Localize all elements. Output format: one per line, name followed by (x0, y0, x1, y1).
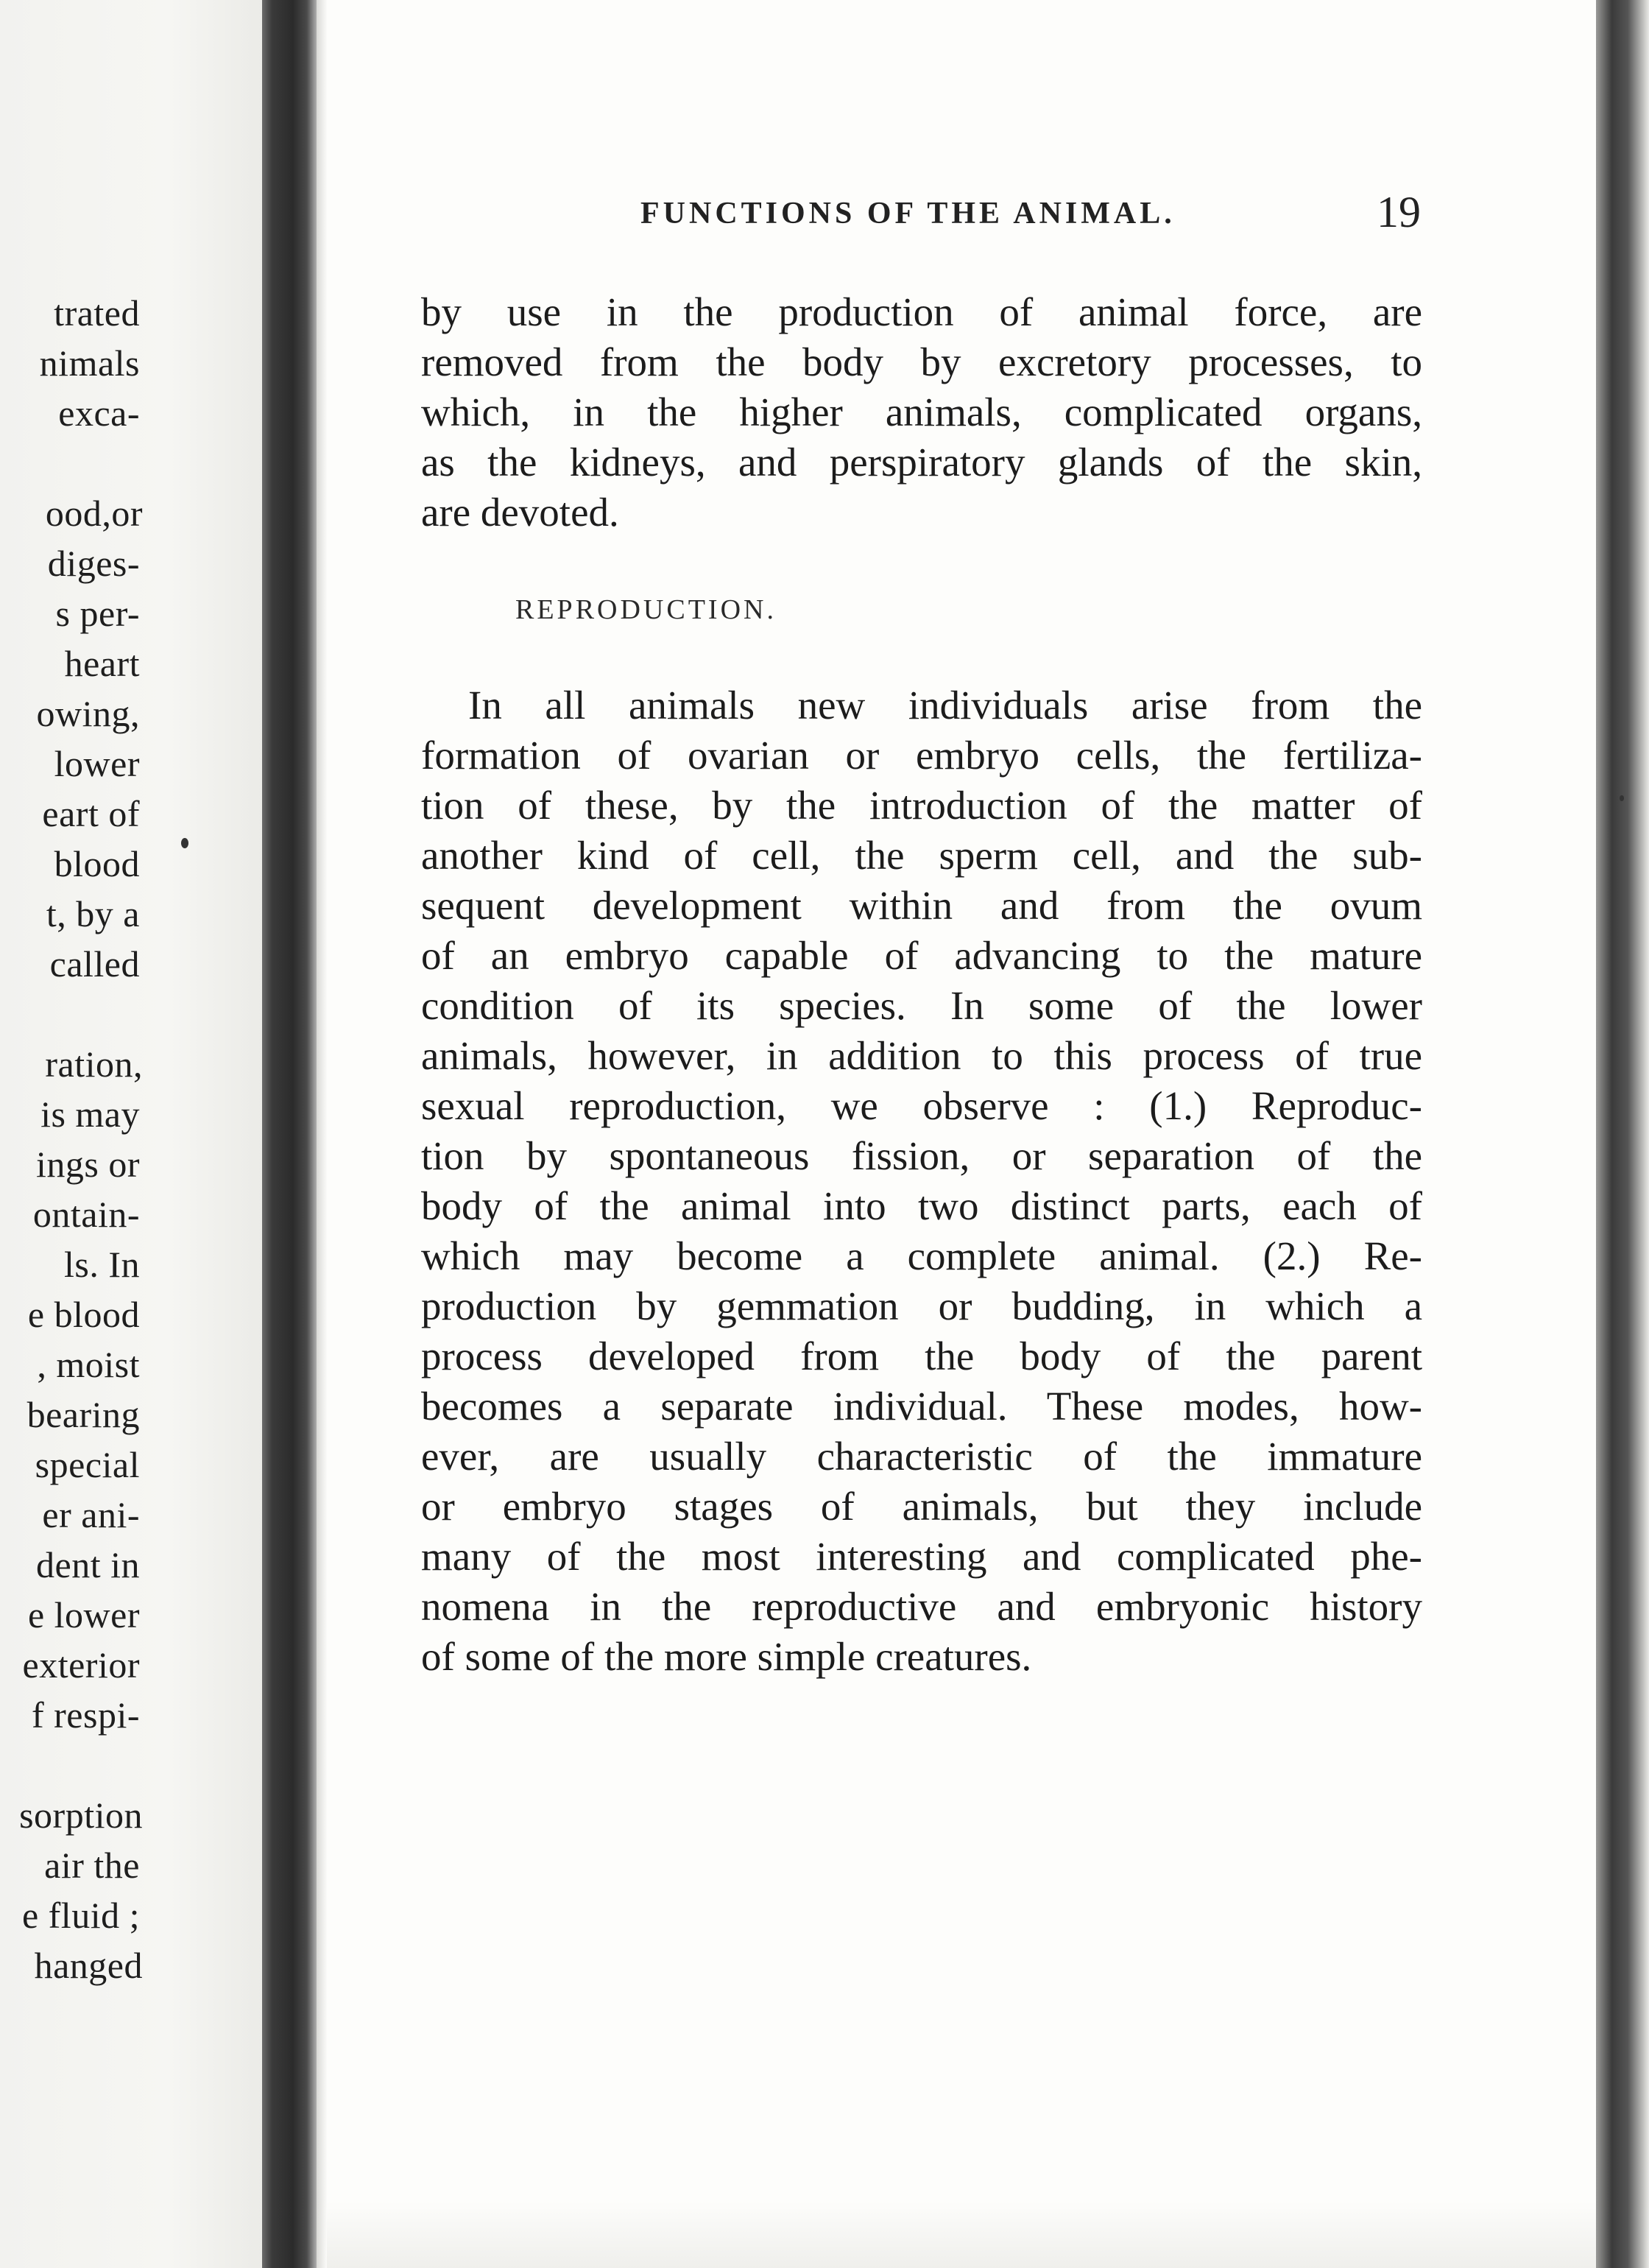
gutter-highlight (317, 0, 327, 2268)
left-page-line: eart of (42, 793, 140, 834)
left-page-line: air the (44, 1845, 140, 1886)
text-line: ever, are usually characteristic of the immature (421, 1434, 1422, 1479)
left-page-line: ings or (36, 1144, 140, 1185)
text-line: of an embryo capable of advancing to the mature (421, 933, 1422, 978)
left-page-line: f respi- (32, 1694, 140, 1736)
text-line: which, in the higher animals, complicated organs, (421, 390, 1422, 434)
section-heading: REPRODUCTION. (515, 594, 777, 625)
text-line: removed from the body by excretory processes, to (421, 339, 1422, 384)
text-line: are devoted. (421, 490, 619, 535)
book-spine-shadow (262, 0, 318, 2268)
text-line: of some of the more simple creatures. (421, 1634, 1032, 1679)
page-number: 19 (1377, 188, 1421, 236)
left-page-line: lower (54, 743, 140, 784)
left-page-line: e fluid ; (21, 1895, 140, 1936)
text-line: tion by spontaneous fission, or separation of the (421, 1133, 1422, 1178)
text-line: as the kidneys, and perspiratory glands of the skin, (421, 440, 1422, 485)
left-facing-page (0, 0, 280, 2268)
text-line: nomena in the reproductive and embryonic history (421, 1584, 1422, 1629)
left-page-line: trated (54, 292, 140, 334)
text-line: In all animals new individuals arise from the (468, 683, 1422, 728)
left-page-line: ood,or (45, 493, 143, 534)
left-page-line: e blood (27, 1294, 140, 1335)
left-page-line: heart (64, 643, 140, 684)
left-page-line: ration, (45, 1043, 143, 1085)
left-page-line: ontain- (32, 1194, 140, 1235)
text-line: body of the animal into two distinct parts, each of (421, 1183, 1422, 1228)
left-page-line: hanged (34, 1945, 143, 1986)
left-page-line: t, by a (46, 893, 140, 934)
text-line: condition of its species. In some of the lower (421, 983, 1422, 1028)
text-line: sexual reproduction, we observe : (1.) Reproduc- (421, 1083, 1422, 1128)
left-page-line: e lower (27, 1594, 140, 1635)
left-page-line: bearing (27, 1394, 140, 1435)
left-page-line: , moist (37, 1344, 140, 1385)
text-line: production by gemmation or budding, in which a (421, 1283, 1422, 1328)
text-line: many of the most interesting and complicated phe- (421, 1534, 1422, 1579)
left-page-line: diges- (47, 543, 140, 584)
left-page-line: sorption (19, 1795, 143, 1836)
ink-fleck (181, 838, 188, 848)
left-page-line: er ani- (42, 1494, 140, 1535)
ink-fleck (1620, 795, 1624, 801)
left-page-line: is may (40, 1094, 140, 1135)
page-fore-edge (1596, 0, 1649, 2268)
text-line: another kind of cell, the sperm cell, and the sub- (421, 833, 1422, 878)
left-page-line: s per- (55, 593, 140, 634)
left-page-line: ls. In (64, 1244, 140, 1285)
left-page-line: exterior (22, 1644, 140, 1686)
running-head: FUNCTIONS OF THE ANIMAL. (640, 197, 1176, 230)
left-page-line: blood (54, 843, 140, 884)
text-line: sequent development within and from the ovum (421, 883, 1422, 928)
text-line: becomes a separate individual. These modes, how- (421, 1384, 1422, 1429)
left-page-line: special (35, 1444, 140, 1485)
text-line: process developed from the body of the parent (421, 1334, 1422, 1378)
text-line: formation of ovarian or embryo cells, the fertiliza- (421, 733, 1422, 778)
left-page-line: nimals (39, 342, 140, 384)
text-line: tion of these, by the introduction of the matter of (421, 783, 1422, 828)
text-line: which may become a complete animal. (2.) Re- (421, 1233, 1422, 1278)
text-line: animals, however, in addition to this process of true (421, 1033, 1422, 1078)
left-page-line: dent in (36, 1544, 140, 1585)
left-page-line: owing, (36, 693, 140, 734)
page-bottom-shade (327, 2202, 1596, 2268)
left-page-line: called (49, 943, 140, 985)
text-line: by use in the production of animal force, are (421, 289, 1422, 334)
left-page-line: exca- (58, 392, 140, 434)
text-line: or embryo stages of animals, but they include (421, 1484, 1422, 1529)
